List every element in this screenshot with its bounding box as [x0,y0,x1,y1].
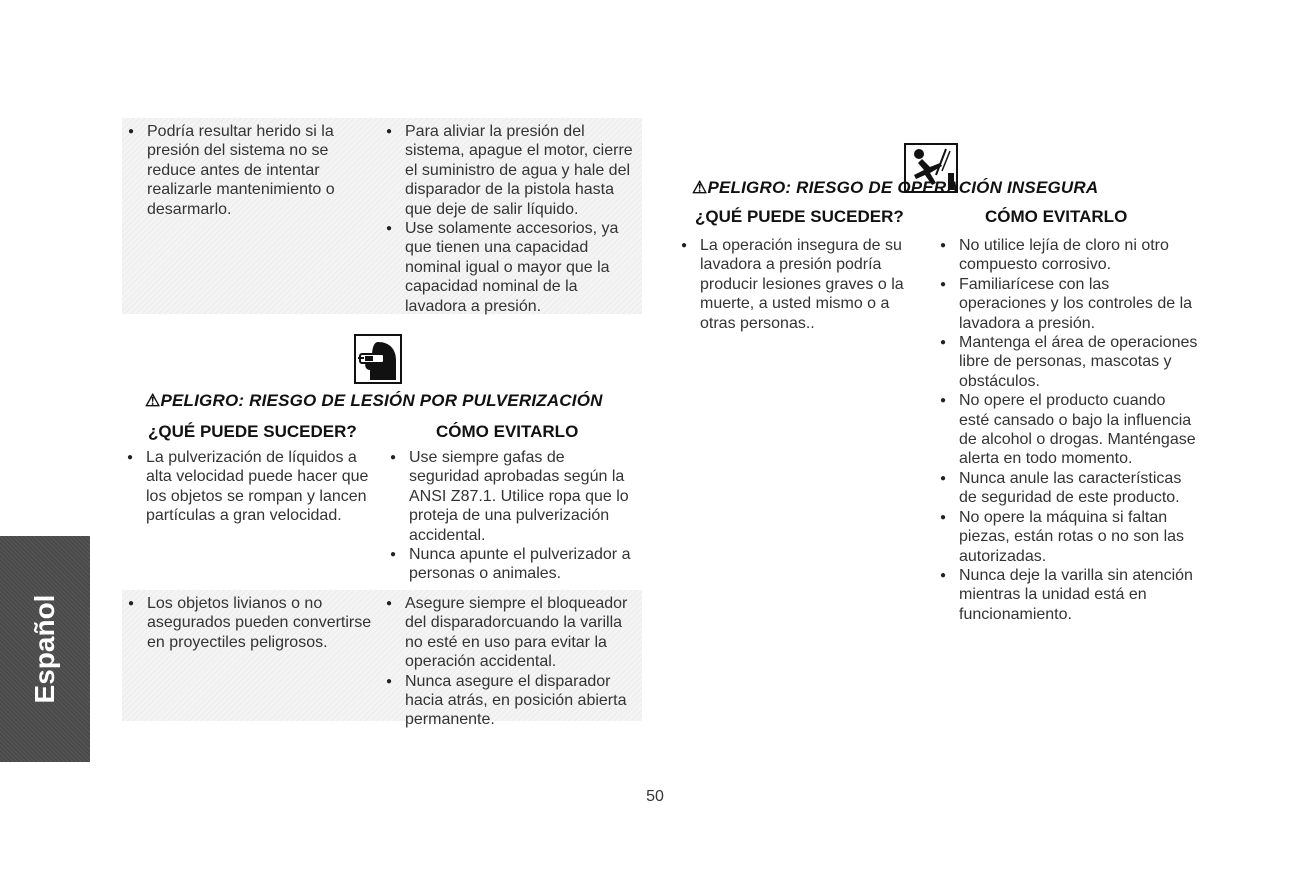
operation-danger-heading-text: PELIGRO: RIESGO DE OPERACIÓN INSEGURA [707,178,1099,197]
list-item: ● Nunca apunte el pulverizador a personas o animales. [389,545,639,584]
list-item: ● Nunca asegure el disparador hacia atrás, en posición abierta permanente. [385,672,641,730]
operation-what-list [680,236,912,333]
list-item: ● Mantenga el área de operaciones libre de personas, mascotas y obstáculos. [939,333,1199,391]
operation-how-list [939,236,1199,624]
list-item: ● Nunca anule las características de seguridad de este producto. [939,469,1199,508]
language-tab [0,536,90,762]
list-item: ● La pulverización de líquidos a alta velocidad puede hacer que los objetos se rompan y lancen partículas a gran velocidad. [126,448,378,526]
list-item: ● Nunca deje la varilla sin atención mientras la unidad está en funcionamiento. [939,566,1199,624]
spray-danger-heading-text: PELIGRO: RIESGO DE LESIÓN POR PULVERIZACIÓN [160,391,603,410]
list-item: ● Podría resultar herido si la presión del sistema no se reduce antes de intentar realizarle mantenimiento o desarmarlo. [127,122,357,219]
list-item: ● No opere la máquina si faltan piezas, están rotas o no son las autorizadas. [939,508,1199,566]
spray-how-label: CÓMO EVITARLO [436,422,579,441]
page-number: 50 [646,788,664,805]
spray-how-list [389,448,639,584]
list-item: ● Use siempre gafas de seguridad aprobadas según la ANSI Z87.1. Utilice ropa que lo proteja de una pulverización accidental. [389,448,639,545]
safety-goggles-icon [354,334,402,384]
spray-danger-heading [145,391,603,411]
list-item: ● Asegure siempre el bloqueador del disparadorcuando la varilla no esté en uso para evitar la operación accidental. [385,594,641,672]
list-item: ● No utilice lejía de cloro ni otro compuesto corrosivo. [939,236,1199,275]
warning-triangle-icon: ⚠ [145,391,161,410]
list-item: ● Para aliviar la presión del sistema, apague el motor, cierre el suministro de agua y hale del disparador de la pistola hasta que deje de salir líquido. [385,122,641,219]
list-item: ● Use solamente accesorios, ya que tienen una capacidad nominal igual o mayor que la capacidad nominal de la lavadora a presión. [385,219,641,316]
list-item: ● Familiarícese con las operaciones y los controles de la lavadora a presión. [939,275,1199,333]
spray-what-label: ¿QUÉ PUEDE SUCEDER? [148,422,357,441]
operation-what-label: ¿QUÉ PUEDE SUCEDER? [695,207,904,226]
pressure-hazard-list [127,122,357,219]
language-tab-label: Español [29,594,60,704]
projectile-hazard-list [127,594,379,652]
operation-danger-heading [692,178,1098,198]
list-item: ● Los objetos livianos o no asegurados pueden convertirse en proyectiles peligrosos. [127,594,379,652]
projectile-avoid-list [385,594,641,730]
warning-triangle-icon: ⚠ [692,178,708,197]
pressure-avoid-list [385,122,641,316]
spray-what-list [126,448,378,526]
list-item: ● La operación insegura de su lavadora a presión podría producir lesiones graves o la muerte, a usted mismo o a otras personas.. [680,236,912,333]
operation-how-label: CÓMO EVITARLO [985,207,1128,226]
list-item: ● No opere el producto cuando esté cansado o bajo la influencia de alcohol o drogas. Manténgase alerta en todo momento. [939,391,1199,469]
